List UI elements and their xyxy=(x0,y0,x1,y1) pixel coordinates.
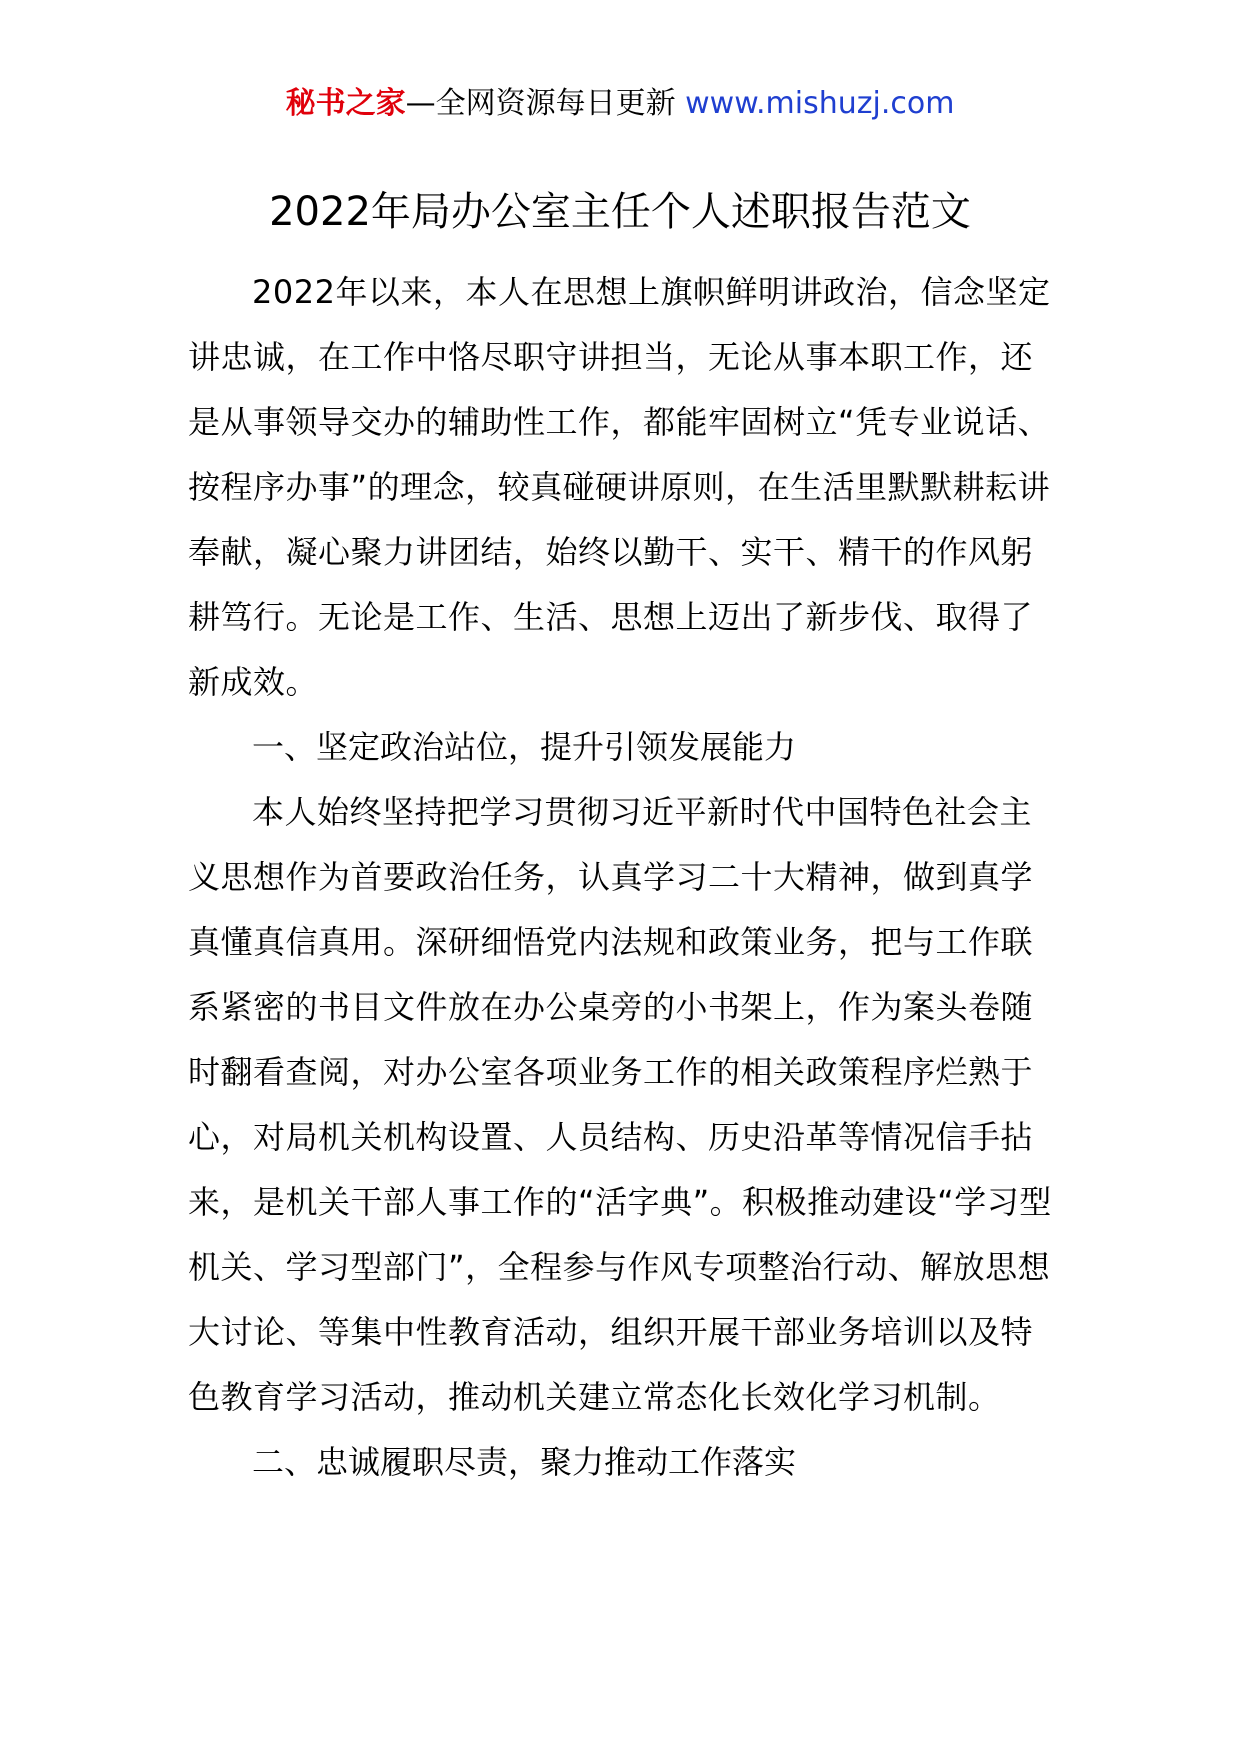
site-brand: 秘书之家 xyxy=(285,86,406,121)
section-heading-1: 一、坚定政治站位，提升引领发展能力 xyxy=(252,728,797,766)
document-title: 2022年局办公室主任个人述职报告范文 xyxy=(269,189,971,235)
site-tagline: —全网资源每日更新 xyxy=(405,86,676,121)
site-url-link[interactable]: www.mishuzj.com xyxy=(685,86,955,121)
section-1-paragraph: 本人始终坚持把学习贯彻习近平新时代中国特色社会主义思想作为首要政治任务，认真学习二十大精神，做到真学真懂真信真用。深研细悟党内法规和政策业务，把与工作联系紧密的书目文件放在办公桌旁的小书架上，作为案头卷随时翻看查阅，对办公室各项业务工作的相关政策程序烂熟于心，对局机关机构设置、人员结构、历史沿革等情况信手拈来，是机关干部人事工作的“活字典”。积极推动建设“学习型机关、学习型部门”，全程参与作风专项整治行动、解放思想大讨论、等集中性教育活动，组织开展干部业务培训以及特色教育学习活动，推动机关建立常态化长效化学习机制。 xyxy=(188,793,1052,1416)
document-body xyxy=(188,260,1060,1495)
intro-paragraph: 2022年以来，本人在思想上旗帜鲜明讲政治，信念坚定讲忠诚，在工作中恪尽职守讲担当，无论从事本职工作，还是从事领导交办的辅助性工作，都能牢固树立“凭专业说话、按程序办事”的理念，较真碰硬讲原则，在生活里默默耕耘讲奉献，凝心聚力讲团结，始终以勤干、实干、精干的作风躬耕笃行。无论是工作、生活、思想上迈出了新步伐、取得了新成效。 xyxy=(188,273,1051,701)
section-heading-2: 二、忠诚履职尽责，聚力推动工作落实 xyxy=(252,1443,797,1481)
site-header xyxy=(0,84,1240,124)
